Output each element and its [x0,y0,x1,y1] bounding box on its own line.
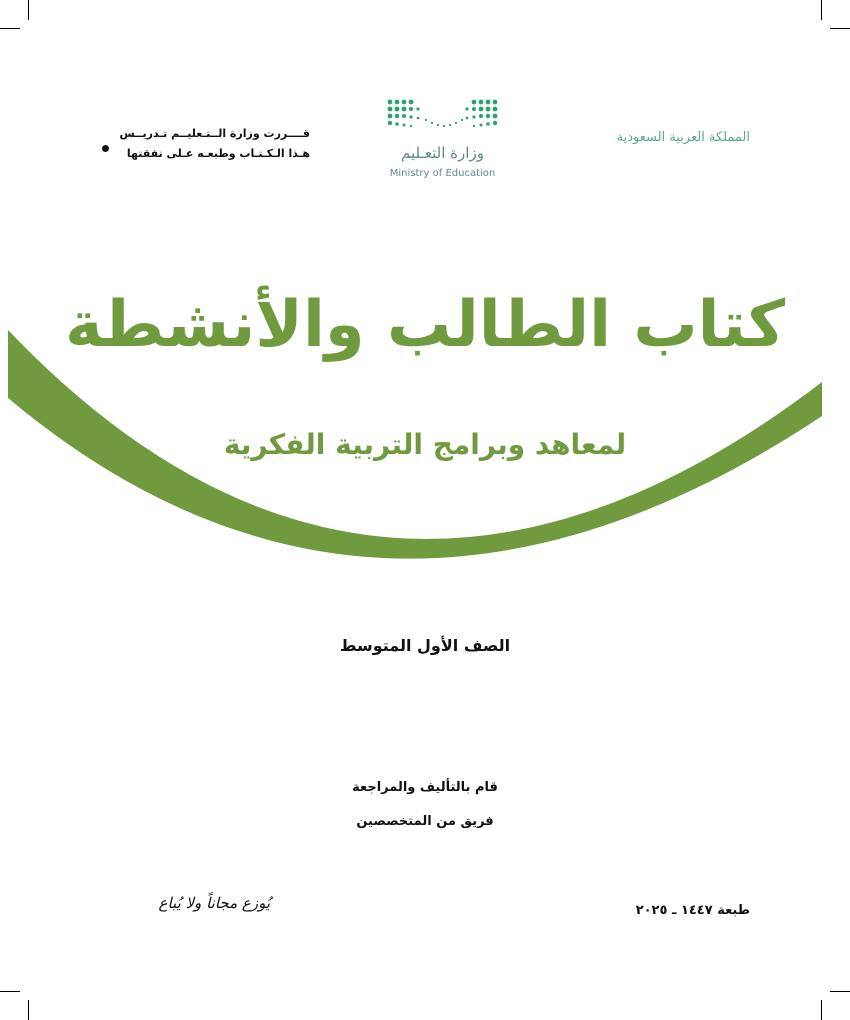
ministry-logo [380,96,505,188]
authoring-label: قام بالتأليف والمراجعة [352,780,498,795]
crop-mark-top-left-h [0,28,20,29]
ministry-dots-logo-icon [380,96,505,142]
ministry-name-arabic: وزارة التعـليم [401,144,484,162]
crop-mark-bottom-left-v [28,1000,29,1020]
approval-line-1: قــــررت وزارة الــتـعليــم تـدريــس [119,127,310,140]
edition-label: طبعة ١٤٤٧ ـ ٢٠٢٥ [635,903,750,918]
approval-statement [100,124,310,164]
authoring-team: فريق من المتخصصين [356,814,494,829]
book-subtitle: لمعاهد وبرامج التربية الفكرية [223,428,627,461]
crop-mark-top-right-h [830,28,850,29]
grade-level: الصف الأول المتوسط [339,636,511,655]
crop-mark-bottom-right-h [830,991,850,992]
crop-mark-top-left-v [28,0,29,20]
ministry-name-english: Ministry of Education [389,168,496,179]
crop-mark-top-right-v [821,0,822,20]
kingdom-label: المملكة العربية السعودية [616,130,750,145]
crop-mark-bottom-right-v [821,1000,822,1020]
crop-mark-bottom-left-h [0,991,20,992]
free-distribution-note: يُوزع مجاناً ولا يُباع [158,894,270,912]
bullet-dot-icon [102,145,109,152]
approval-line-2: هـذا الـكـتـاب وطبعـه عـلى نفقتها [126,147,310,160]
book-title: كتاب الطالب والأنشطة [64,288,786,362]
